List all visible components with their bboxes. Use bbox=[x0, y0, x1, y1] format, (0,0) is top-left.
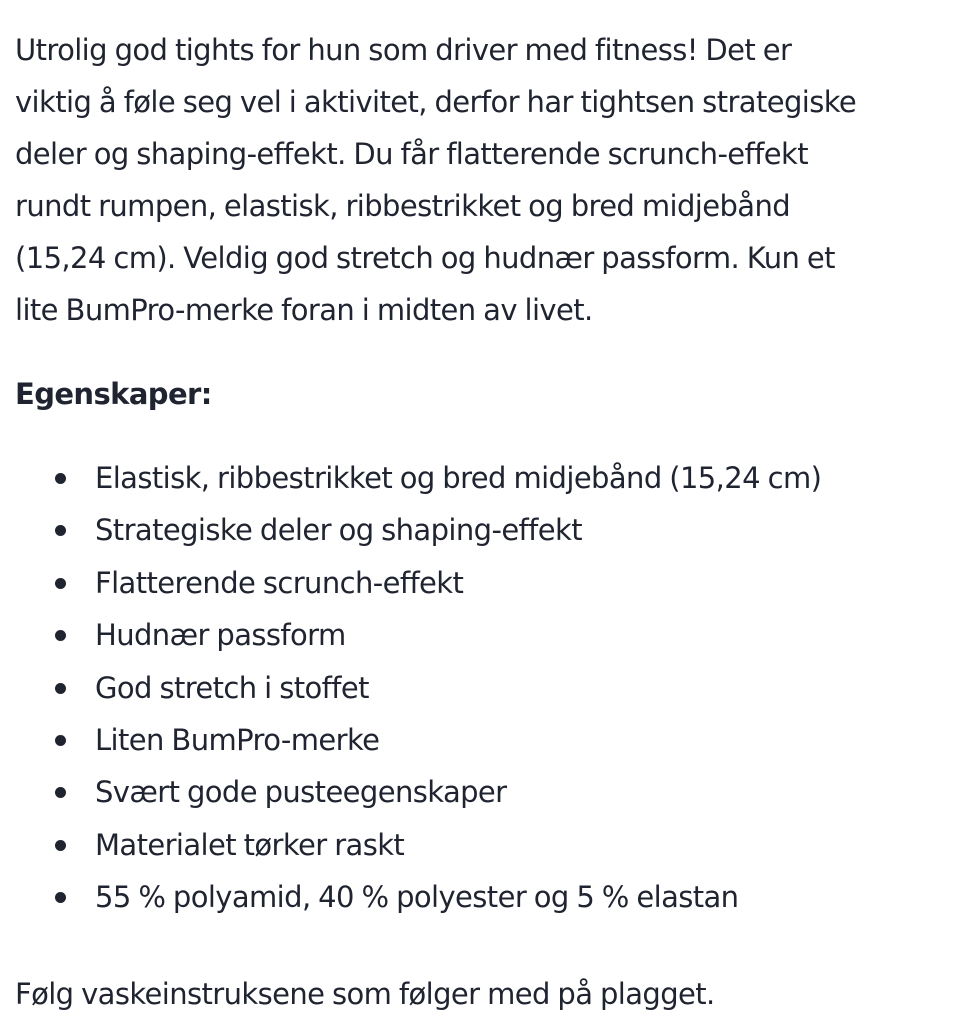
intro-paragraph bbox=[15, 24, 945, 336]
list-item-text: Liten BumPro-merke bbox=[95, 723, 380, 758]
list-item-text: Elastisk, ribbestrikket og bred midjebånd (15,24 cm) bbox=[95, 461, 822, 495]
list-item-text: 55 % polyamid, 40 % polyester og 5 % elastan bbox=[95, 880, 739, 915]
list-item bbox=[15, 557, 945, 609]
intro-line: (15,24 cm). Veldig god stretch og hudnær passform. Kun et bbox=[15, 241, 835, 275]
list-item bbox=[15, 714, 945, 766]
list-item bbox=[15, 766, 945, 818]
bullet-icon bbox=[55, 578, 66, 589]
list-item-text: Svært gode pusteegenskaper bbox=[95, 775, 507, 810]
bullet-icon bbox=[55, 787, 66, 798]
bullet-icon bbox=[55, 683, 66, 694]
washing-instructions: Følg vaskeinstruksene som følger med på plagget. bbox=[15, 976, 715, 1011]
intro-line: rundt rumpen, elastisk, ribbestrikket og bred midjebånd bbox=[15, 189, 791, 223]
intro-line: viktig å føle seg vel i aktivitet, derfor har tightsen strategiske bbox=[15, 85, 857, 119]
list-item-text: Flatterende scrunch-effekt bbox=[95, 565, 464, 600]
bullet-icon bbox=[55, 735, 66, 746]
intro-line: Utrolig god tights for hun som driver med fitness! Det er bbox=[15, 33, 792, 67]
properties-heading: Egenskaper: bbox=[15, 377, 212, 411]
intro-line: lite BumPro-merke foran i midten av livet. bbox=[15, 293, 593, 327]
list-item bbox=[15, 609, 945, 661]
list-item bbox=[15, 662, 945, 714]
bullet-icon bbox=[55, 892, 66, 903]
product-description bbox=[15, 24, 945, 1020]
list-item-text: Hudnær passform bbox=[95, 618, 346, 653]
intro-line: deler og shaping-effekt. Du får flatterende scrunch-effekt bbox=[15, 137, 808, 171]
bullet-icon bbox=[55, 525, 66, 536]
bullet-icon bbox=[55, 473, 66, 484]
list-item bbox=[15, 452, 945, 504]
bullet-icon bbox=[55, 840, 66, 851]
list-item bbox=[15, 871, 945, 923]
properties-list bbox=[15, 452, 945, 924]
list-item bbox=[15, 504, 945, 556]
list-item bbox=[15, 819, 945, 871]
bullet-icon bbox=[55, 630, 66, 641]
list-item-text: God stretch i stoffet bbox=[95, 670, 369, 705]
list-item-text: Strategiske deler og shaping-effekt bbox=[95, 513, 582, 548]
list-item-text: Materialet tørker raskt bbox=[95, 827, 405, 862]
